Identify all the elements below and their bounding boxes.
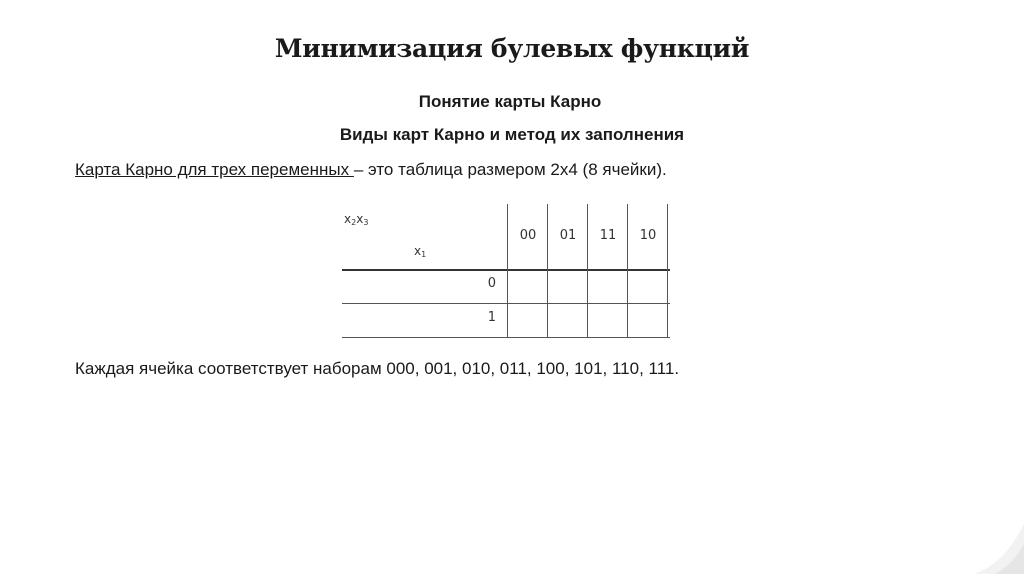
column-header: 01 [559, 228, 577, 243]
grid-line [587, 204, 588, 338]
subtitle-karnaugh-types: Виды карт Карно и метод их заполнения [339, 125, 685, 144]
column-variables-label: $x_2x_3$ [344, 212, 369, 227]
grid-line [547, 204, 548, 338]
grid-line [627, 204, 628, 338]
sets-paragraph: Каждая ячейка соответствует наборам 000, 001, 010, 011, 100, 101, 110, 111. [75, 359, 680, 378]
row-variable-label: $x_1$ [414, 244, 427, 259]
page-curl-decoration [944, 494, 1024, 574]
column-header: 00 [519, 228, 537, 243]
definition-paragraph [75, 160, 667, 180]
grid-line [507, 204, 508, 338]
row-header: 0 [487, 276, 496, 291]
grid-line [667, 204, 668, 338]
definition-rest: – это таблица размером 2х4 (8 ячейки). [353, 160, 667, 179]
slide-title: Минимизация булевых функций [274, 34, 750, 63]
column-header: 10 [639, 228, 657, 243]
definition-term: Карта Карно для трех переменных [75, 160, 354, 179]
grid-line [342, 337, 670, 338]
subtitle-karnaugh-concept: Понятие карты Карно [418, 92, 602, 111]
row-header: 1 [487, 310, 496, 325]
grid-line [342, 269, 670, 271]
karnaugh-map-table [342, 204, 670, 338]
grid-line [342, 303, 670, 304]
column-header: 11 [599, 228, 617, 243]
